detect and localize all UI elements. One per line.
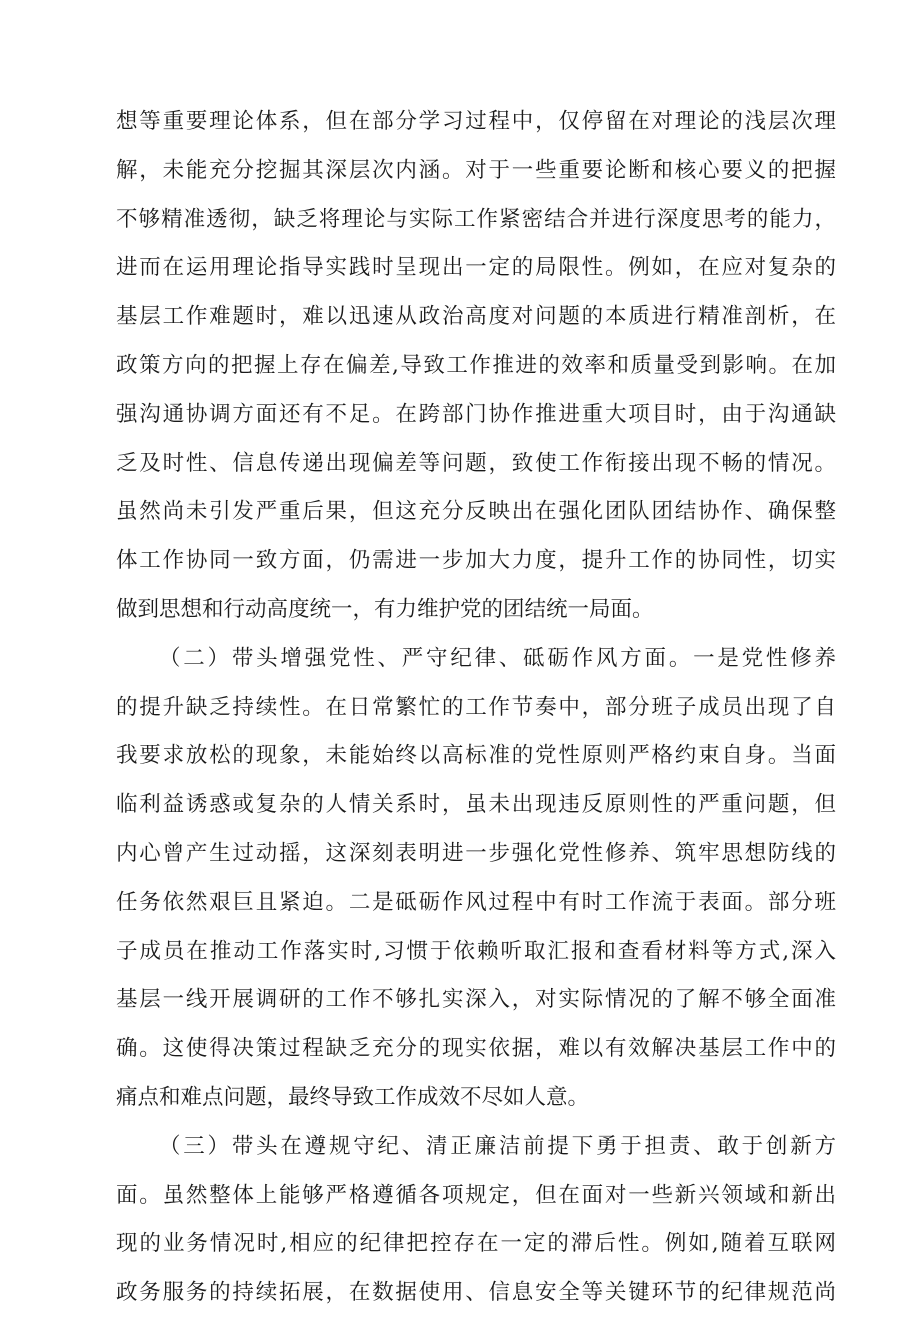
section-heading-line: （二）带头增强党性、严守纪律、砥砺作风方面。一是党性修养 — [159, 645, 836, 671]
text-line: 子成员在推动工作落实时,习惯于依赖听取汇报和查看材料等方式,深入 — [116, 938, 836, 964]
text-line: 强沟通协调方面还有不足。在跨部门协作推进重大项目时，由于沟通缺 — [116, 401, 836, 427]
text-line: 体工作协同一致方面，仍需进一步加大力度，提升工作的协同性，切实 — [116, 548, 836, 574]
text-line: 解，未能充分挖掘其深层次内涵。对于一些重要论断和核心要义的把握 — [116, 157, 836, 183]
text-line: 想等重要理论体系，但在部分学习过程中，仅停留在对理论的浅层次理 — [116, 109, 836, 134]
paragraph-2 — [116, 635, 836, 1123]
text-line: 我要求放松的现象，未能始终以高标准的党性原则严格约束自身。当面 — [116, 743, 836, 769]
text-line: 政务服务的持续拓展，在数据使用、信息安全等关键环节的纪律规范尚 — [116, 1280, 836, 1306]
text-line: 不够精准透彻，缺乏将理论与实际工作紧密结合并进行深度思考的能力， — [116, 206, 836, 232]
text-line: 做到思想和行动高度统一，有力维护党的团结统一局面。 — [116, 596, 654, 622]
section-heading-line: （三）带头在遵规守纪、清正廉洁前提下勇于担责、敢于创新方 — [159, 1133, 836, 1159]
text-line: 虽然尚未引发严重后果，但这充分反映出在强化团队团结协作、确保整 — [116, 499, 836, 525]
text-line: 政策方向的把握上存在偏差,导致工作推进的效率和质量受到影响。在加 — [116, 352, 836, 378]
text-line: 任务依然艰巨且紧迫。二是砥砺作风过程中有时工作流于表面。部分班 — [116, 889, 836, 915]
text-line: 内心曾产生过动摇，这深刻表明进一步强化党性修养、筑牢思想防线的 — [116, 840, 836, 866]
text-line: 现的业务情况时,相应的纪律把控存在一定的滞后性。例如,随着互联网 — [116, 1231, 836, 1257]
text-line: 基层工作难题时，难以迅速从政治高度对问题的本质进行精准剖析，在 — [116, 304, 836, 330]
text-line: 确。这使得决策过程缺乏充分的现实依据，难以有效解决基层工作中的 — [116, 1036, 836, 1062]
text-line: 面。虽然整体上能够严格遵循各项规定，但在面对一些新兴领域和新出 — [116, 1182, 836, 1208]
text-line: 的提升缺乏持续性。在日常繁忙的工作节奏中，部分班子成员出现了自 — [116, 694, 836, 720]
text-line: 基层一线开展调研的工作不够扎实深入，对实际情况的了解不够全面准 — [116, 987, 836, 1013]
paragraph-1 — [116, 98, 836, 635]
body-text — [116, 98, 836, 1318]
paragraph-3 — [116, 1123, 836, 1318]
text-line: 临利益诱惑或复杂的人情关系时，虽未出现违反原则性的严重问题，但 — [116, 792, 836, 818]
text-line: 进而在运用理论指导实践时呈现出一定的局限性。例如，在应对复杂的 — [116, 255, 836, 281]
text-line: 痛点和难点问题，最终导致工作成效不尽如人意。 — [116, 1084, 590, 1110]
text-line: 乏及时性、信息传递出现偏差等问题，致使工作衔接出现不畅的情况。 — [116, 450, 836, 476]
